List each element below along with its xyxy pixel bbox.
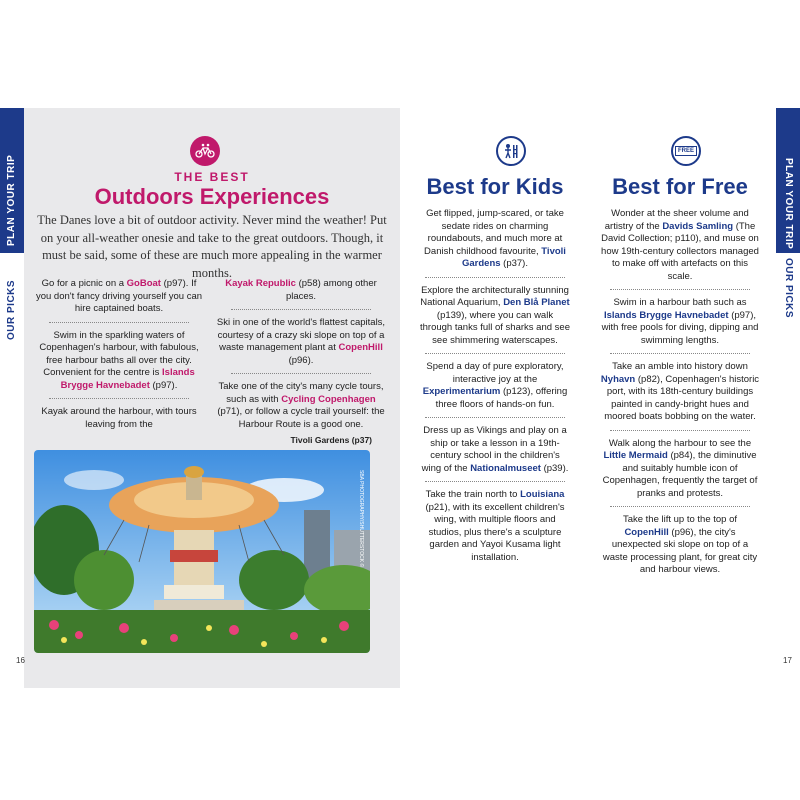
free-tag-icon [671,136,701,166]
place-link[interactable]: Den Blå Planet [503,297,570,308]
list-item: Take the train north to Louisiana (p21), with its excellent children's wing, with multiple floors and studios, plus there's a sculpture garden and Yayoi Kusama light installation. [425,489,565,563]
list-item: Go for a picnic on a GoBoat (p97). If you don't fancy driving yourself you can hire captained boats. [35,278,203,314]
divider [231,309,371,310]
list-item: Take the lift up to the top of CopenHill (p96), the city's unexpected ski slope on top of a waste processing plant, for great city and harbour views. [602,514,758,575]
photo-caption: Tivoli Gardens (p37) [290,435,372,445]
place-link[interactable]: CopenHill [624,526,669,538]
tivoli-gardens-photo [34,450,370,653]
divider [425,353,565,354]
our-picks-label-right: OUR PICKS [783,258,794,319]
divider [49,322,189,323]
place-link[interactable]: Kayak Republic [225,278,296,289]
right-side-tab [776,108,800,688]
place-link[interactable]: Islands Brygge Havnebadet [60,367,195,391]
place-link[interactable]: CopenHill [338,342,383,353]
plan-your-trip-label-right: PLAN YOUR TRIP [783,158,794,250]
intro-paragraph: The Danes love a bit of outdoor activity. Never mind the weather! Put on your all-weather onesie and take to the great outdoors. Though, it must be said, some of these are much more appealing in the warmer months. [37,213,387,280]
list-item: Wonder at the sheer volume and artistry of the Davids Samling (The David Collection; p110), and muse on how 19th-century collectors managed to make off with artefacts on this scale. [601,208,759,282]
book-spread [0,108,800,688]
left-side-tab [0,108,24,688]
list-item: Kayak Republic (p58) among other places. [225,278,377,302]
divider [610,506,750,507]
section-kicker: THE BEST [174,170,250,184]
plan-your-trip-label-left: PLAN YOUR TRIP [6,154,17,246]
list-item: Take one of the city's many cycle tours, such as with Cycling Copenhagen (p71), or follow a cycle trail yourself: the Harbour Route is a good one. [217,381,385,430]
divider [231,373,371,374]
kids-column [420,208,570,564]
page-title: Outdoors Experiences [94,184,330,209]
left-column-2 [216,278,386,431]
child-play-icon [496,136,526,166]
list-item: Spend a day of pure exploratory, interactive joy at the Experimentarium (p123), offering three floors of hands-on fun. [422,361,568,410]
divider [425,417,565,418]
divider [610,430,750,431]
free-column [600,208,760,577]
place-link[interactable]: Louisiana [520,489,565,500]
list-item: Ski in one of the world's flattest capitals, courtesy of a crazy ski slope on top of a waste management plant at CopenHill (p96). [216,317,386,366]
divider [610,353,750,354]
photo-credit: SBA PHOTOGRAPHY/SHUTTERSTOCK © [358,470,364,568]
place-link[interactable]: Tivoli Gardens [461,245,566,269]
divider [49,398,189,399]
place-link[interactable]: Nationalmuseet [470,462,541,474]
list-item: Kayak around the harbour, with tours leaving from the [41,406,197,430]
page-number-right: 17 [783,656,792,665]
list-item: Explore the architecturally stunning National Aquarium, Den Blå Planet (p139), where you can walk through tanks full of sharks and see see shimmering waterscapes. [420,284,570,346]
list-item: Get flipped, jump-scared, or take sedate rides on charming roundabouts, and much more at Danish childhood favourite, Tivoli Gardens (p37). [424,208,566,269]
list-item: Swim in the sparkling waters of Copenhagen's harbour, with fabulous, free harbour baths all over the city. Convenient for the centre is Islands Brygge Havnebadet (p97). [39,329,199,391]
place-link[interactable]: Davids Samling [662,220,734,232]
divider [610,289,750,290]
list-item: Take an amble into history down Nyhavn (p82), Copenhagen's historic port, with its 18th-century buildings painted in candy-bright hues and moored boats bobbing on the water. [600,361,760,422]
place-link[interactable]: Islands Brygge Havnebadet [603,309,729,321]
free-tag-label: FREE [675,146,697,156]
place-link[interactable]: Little Mermaid [603,450,668,461]
free-title: Best for Free [612,174,748,199]
divider [425,481,565,482]
our-picks-label-left: OUR PICKS [6,279,17,340]
left-page [16,108,400,688]
page-number-left: 16 [16,656,25,665]
left-column-1 [34,278,204,431]
list-item: Dress up as Vikings and play on a ship or take a lesson in a 19th-century school in the children's wing of the Nationalmuseet (p39). [421,425,569,474]
divider [425,277,565,278]
list-item: Swim in a harbour bath such as Islands Brygge Havnebadet (p97), with free pools for diving, dipping and swimming lengths. [601,297,759,346]
place-link[interactable]: Nyhavn [600,373,636,385]
kids-title: Best for Kids [426,174,564,199]
list-item: Walk along the harbour to see the Little Mermaid (p84), the diminutive and suitably humble icon of Copenhagen, frequently the target of pranks and protests. [602,437,758,499]
tandem-bicycle-icon [190,136,220,166]
place-link[interactable]: GoBoat [126,278,161,289]
place-link[interactable]: Cycling Copenhagen [281,393,376,405]
place-link[interactable]: Experimentarium [422,386,501,397]
